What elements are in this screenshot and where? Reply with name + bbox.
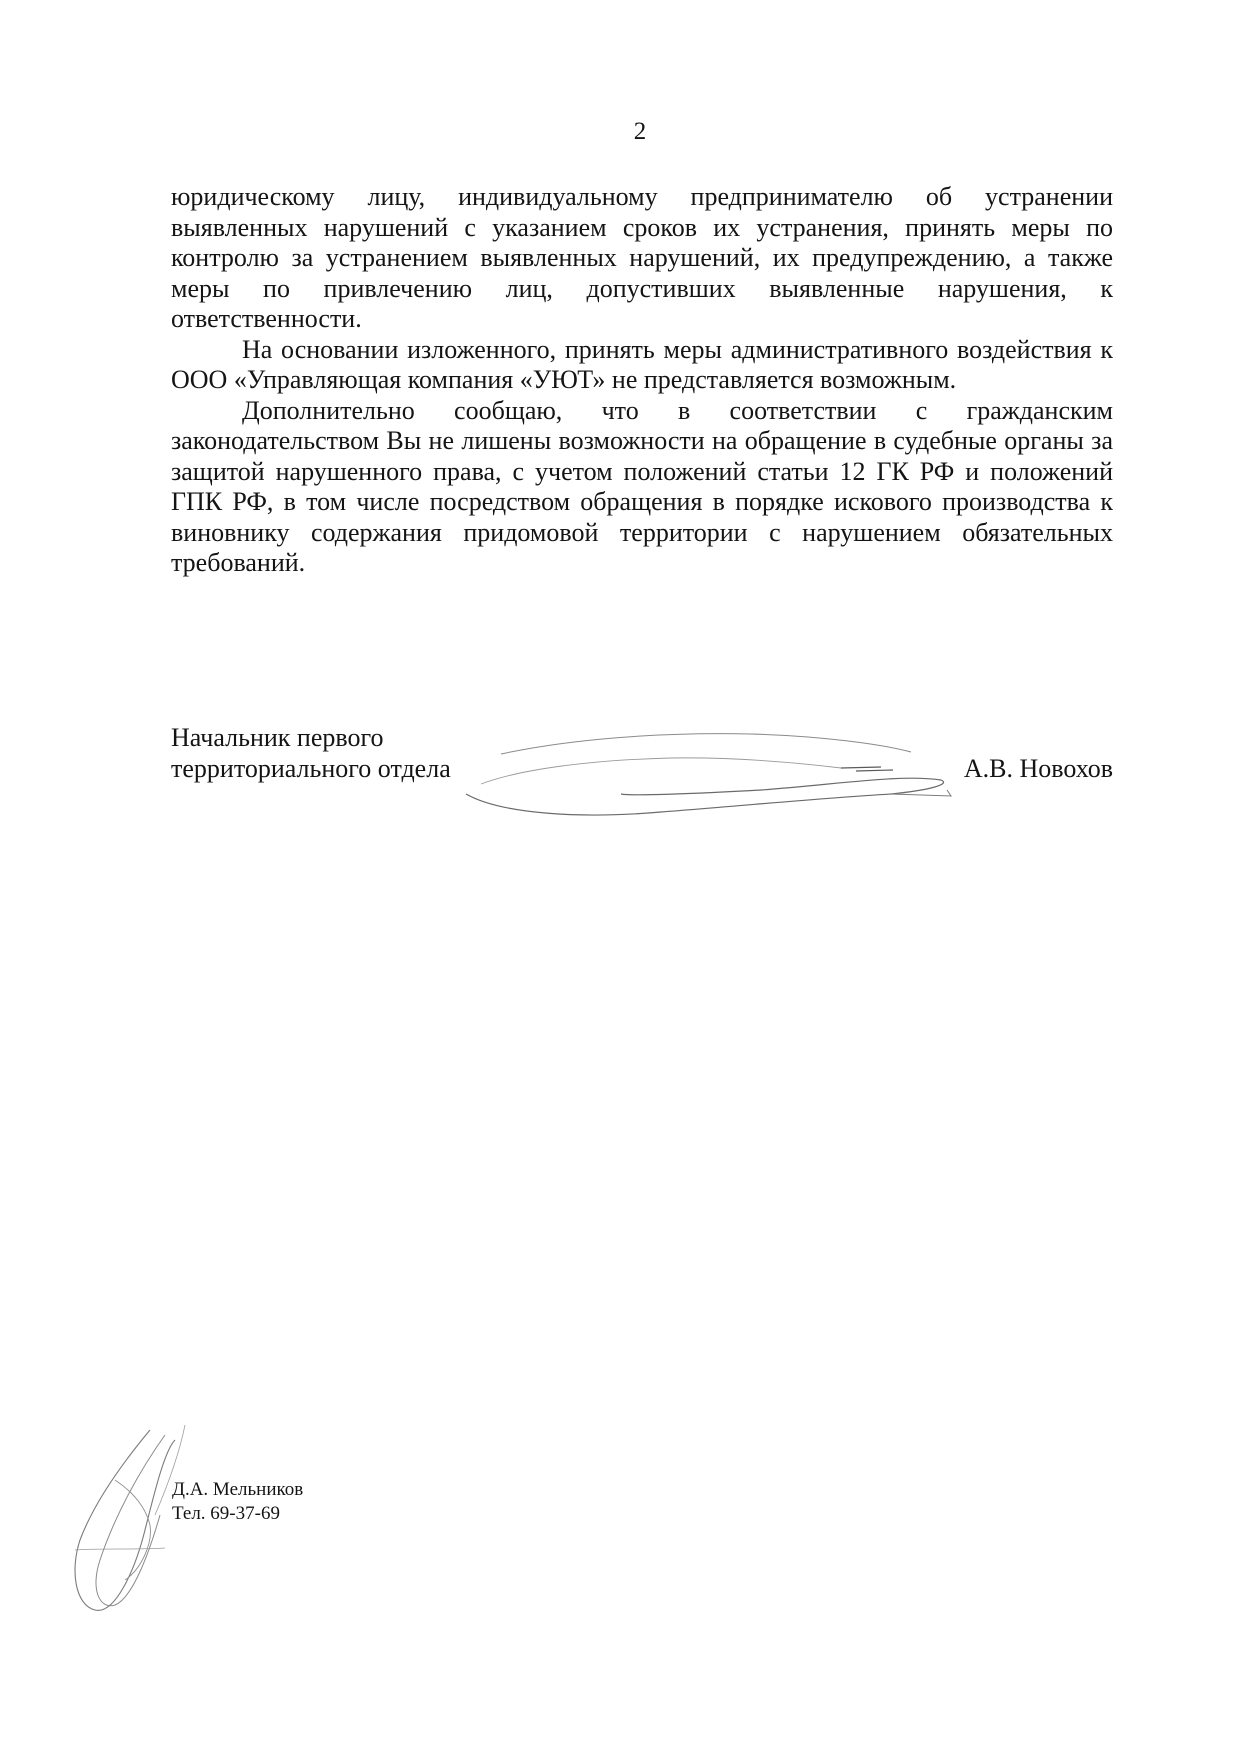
- signatory-title-line1: Начальник первого: [171, 723, 384, 752]
- signatory-name: А.В. Новохов: [963, 754, 1113, 783]
- paragraph-conclusion: На основании изложенного, принять меры административного воздействия к ООО «Управляющая компания «УЮТ» не представляется возможным.: [171, 334, 1113, 394]
- executor-name: Д.А. Мельников: [172, 1479, 304, 1500]
- page-number: 2: [633, 118, 647, 145]
- signatory-title-line2: территориального отдела: [171, 754, 451, 783]
- executor-phone: Тел. 69-37-69: [172, 1503, 280, 1524]
- signature-block: [171, 722, 1113, 784]
- executor-info: [172, 1478, 303, 1526]
- handwritten-signature: [461, 724, 961, 816]
- letter-body: [171, 182, 1113, 579]
- paragraph-continuation: юридическому лицу, индивидуальному предпринимателю об устранении выявленных нарушений с указанием сроков их устранения, принять меры по контролю за устранением выявленных нарушений, их предупреждению, а также меры по привлечению лиц, допустивших выявленные нарушения, к ответственности.: [171, 182, 1113, 333]
- paragraph-additional-info: Дополнительно сообщаю, что в соответствии с гражданским законодательством Вы не лишены возможности на обращение в судебные органы за защитой нарушенного права, с учетом положений статьи 12 ГК РФ и положений ГПК РФ, в том числе посредством обращения в порядке искового производства к виновнику содержания придомовой территории с нарушением обязательных требований.: [171, 395, 1113, 577]
